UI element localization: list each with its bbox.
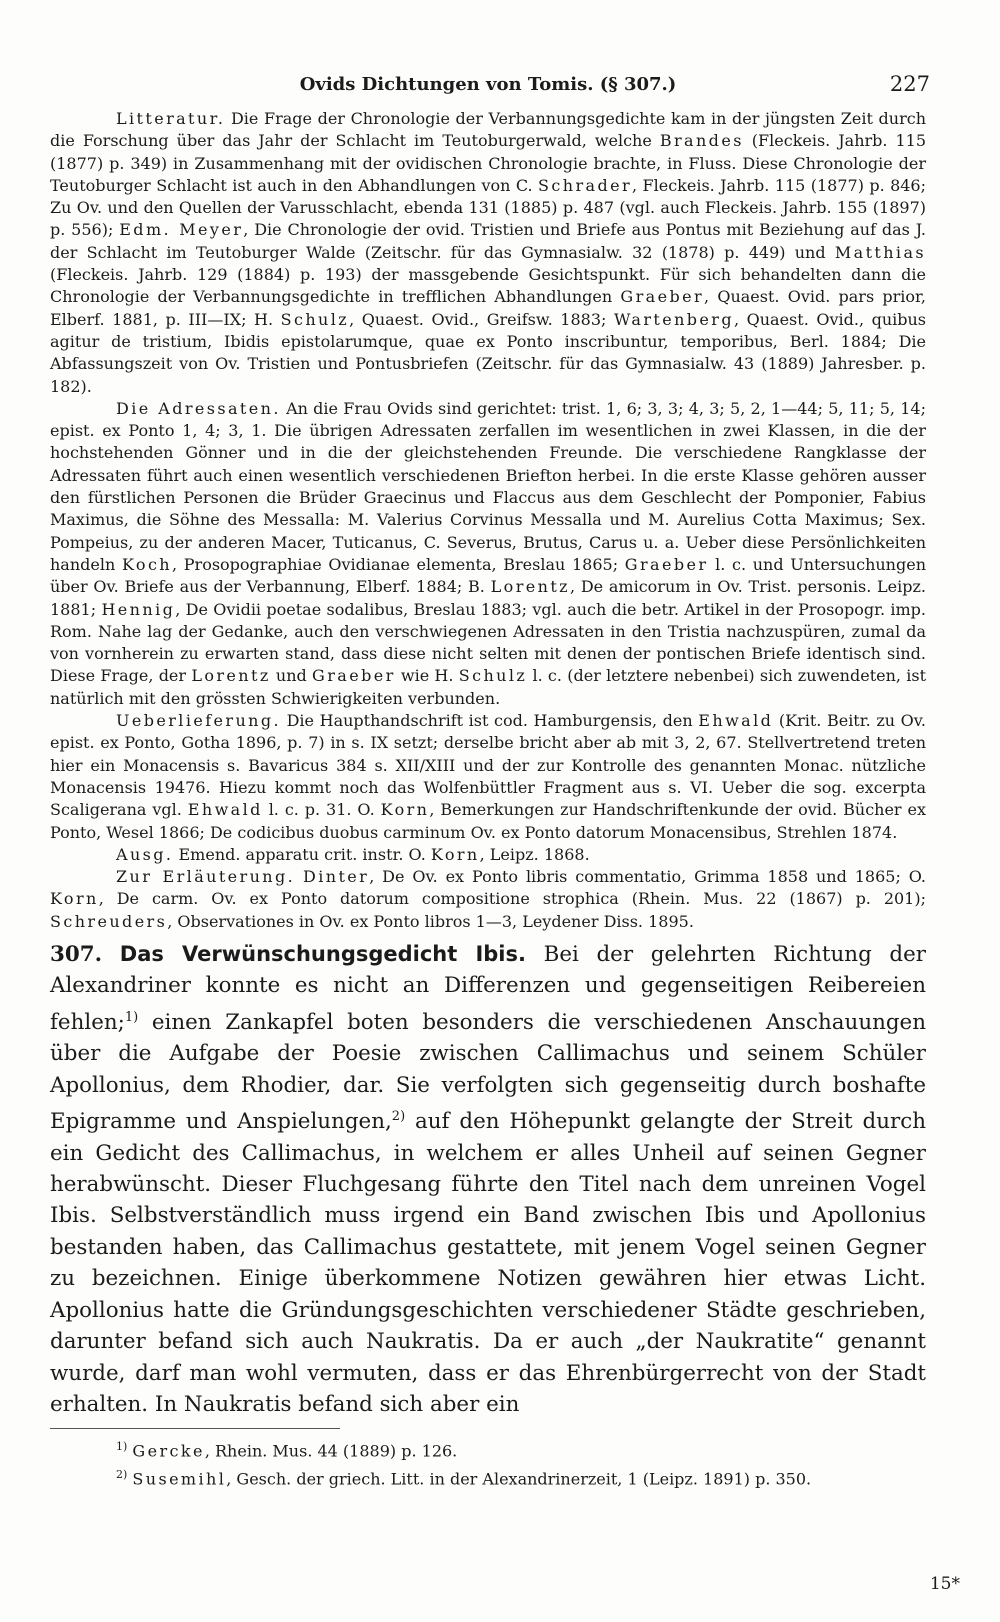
paragraph-erlaeuterung (50, 866, 926, 933)
section-307 (50, 939, 926, 1420)
author-name: Graeber (624, 554, 709, 574)
author-name: Korn (380, 800, 430, 820)
text: , Quaest. Ovid., Greifsw. 1883; (349, 309, 614, 329)
section-text: Bei der gelehrten Richtung der Alexandriner konnte es nicht an Differenzen und gegenseitigen Reibereien fehlen; (50, 941, 926, 1035)
heading-erlaeuterung: Zur Erläuterung. (116, 867, 296, 887)
footnote-text: , Rhein. Mus. 44 (1889) p. 126. (204, 1441, 458, 1461)
text: (Fleckeis. Jahrb. 115 (1877) p. 349) in Zusammenhang mit der ovidischen Chronologie brachte, in Fluss. Diese Chronologie der Teutoburger Schlacht ist auch in den Abhandlungen von C. (50, 131, 927, 195)
signature-mark: 15* (929, 1574, 960, 1594)
text: und (270, 666, 313, 686)
section-text: einen Zankapfel boten besonders die verschiedenen Anschauungen über die Aufgabe der Poesie zwischen Callimachus und seinem Schüler Apollonius, dem Rhodier, dar. Sie verfolgten sich gegenseitig durch boshafte Epigramme und Anspielungen, (50, 1009, 926, 1135)
text: l. c. p. 31. O. (262, 800, 381, 820)
section-title: Das Verwünschungsgedicht Ibis. (119, 941, 526, 966)
author-name: Dinter (303, 867, 370, 887)
text: Emend. apparatu crit. instr. O. (173, 844, 431, 864)
paragraph-ausgabe (50, 844, 926, 866)
author-name: Graeber (620, 287, 705, 307)
author-name: Schreuders (50, 911, 168, 931)
text: , Quaest. Ovid., quibus agitur de tristium, Ibidis epistolarumque, quae ex Ponto inscribuntur, temporibus, Berl. 1884; Die Abfassungszeit von Ov. Tristien und Pontusbriefen (Zeitschr. für das Gymnasialw. 43 (1889) Jahresber. p. 182). (50, 309, 926, 396)
footnote-rule (50, 1428, 340, 1429)
text: , De carm. Ov. ex Ponto datorum compositione strophica (Rhein. Mus. 22 (1867) p. 201); (98, 889, 926, 909)
running-title: Ovids Dichtungen von Tomis. (§ 307.) (299, 74, 677, 95)
text: , De Ovidii poetae sodalibus, Breslau 1883; vgl. auch die betr. Artikel in der Prosopogr. imp. Rom. Nahe lag der Gedanke, auch den verschwiegenen Adressaten in den Tristia nachzuspüren, zumal da von vornherein zu erwarten stand, dass diese nicht selten mit denen der pontischen Briefe identisch sind. Diese Frage, der (50, 599, 927, 686)
footnotes (50, 1435, 926, 1490)
author-name: Matthias (834, 242, 926, 262)
text: , Quaest. Ovid. pars prior, Elberf. 1881, p. III—IX; H. (50, 287, 926, 329)
author-name: Susemihl (132, 1468, 227, 1488)
author-name: Hennig (101, 599, 176, 619)
book-page (50, 66, 930, 1566)
heading-ausgabe: Ausg. (116, 844, 174, 864)
footnote-ref-2[interactable]: 2) (391, 1109, 406, 1125)
paragraph-adressaten (50, 398, 926, 710)
author-name: Wartenberg (613, 309, 734, 329)
author-name: Schrader (538, 175, 633, 195)
text: , Fleckeis. Jahrb. 115 (1877) p. 846; Zu Ov. und den Quellen der Varusschlacht, ebenda 131 (1885) p. 487 (vgl. auch Fleckeis. Jahrb. 155 (1897) p. 556); (50, 175, 927, 240)
footnote-mark: 2) (116, 1467, 128, 1481)
heading-litteratur: Litteratur. (116, 109, 226, 128)
author-name: Korn (430, 844, 480, 864)
author-name: Lorentz (490, 577, 570, 597)
text (295, 867, 303, 886)
author-name: Edm. Meyer (119, 220, 244, 240)
text: An die Frau Ovids sind gerichtet: trist. 1, 6; 3, 3; 4, 3; 5, 2, 1—44; 5, 11; 5, 14; epist. ex Ponto 1, 4; 3, 1. Die übrigen Adressaten zerfallen im wesentlichen in zwei Klassen, in die der hochstehenden Gönner und in die der gleichstehenden Freunde. Die verschiedene Rangklasse der Adressaten führt auch einen wesentlich verschiedenen Briefton herbei. In die erste Klasse gehören ausser den fürstlichen Personen die Brüder Graecinus und Flaccus aus dem Geschlecht der Pomponier, Fabius Maximus, die Söhne des Messalla: M. Valerius Corvinus Messalla und M. Aurelius Cotta Maximus; Sex. Pompeius, zu der anderen Macer, Tuticanus, C. Severus, Brutus, Carus u. a. Ueber diese Persönlichkeiten handeln (50, 398, 926, 574)
author-name: Korn (50, 889, 99, 909)
author-name: Koch (121, 554, 173, 574)
running-head (50, 66, 930, 108)
section-number: 307. (50, 941, 103, 967)
text: , De Ov. ex Ponto libris commentatio, Grimma 1858 und 1865; O. (369, 867, 926, 887)
heading-adressaten: Die Adressaten. (116, 398, 281, 418)
text: l. c. (der letztere nebenbei) sich zuwendeten, ist natürlich mit den grössten Schwierigkeiten verbunden. (50, 666, 926, 708)
author-name: Brandes (659, 131, 744, 151)
author-name: Graeber (312, 666, 396, 686)
paragraph-litteratur (50, 108, 926, 398)
footnote-ref-1[interactable]: 1) (124, 1009, 139, 1025)
text: , Leipz. 1868. (479, 844, 590, 864)
footnote-1 (50, 1435, 926, 1462)
author-name: Lorentz (191, 666, 271, 686)
text: l. c. und Untersuchungen über Ov. Briefe aus der Verbannung, Elberf. 1884; B. (50, 554, 927, 597)
section-text: auf den Höhepunkt gelangte der Streit durch ein Gedicht des Callimachus, in welchem er alles Unheil auf seinen Gegner herabwünscht. Dieser Fluchgesang führte den Titel nach dem unreinen Vogel Ibis. Selbstverständlich muss irgend ein Band zwischen Ibis und Apollonius bestanden haben, das Callimachus gestattete, mit jenem Vogel seinen Gegner zu bezeichnen. Einige überkommene Notizen gewähren hier etwas Licht. Apollonius hatte die Gründungsgeschichten verschiedener Städte geschrieben, darunter befand sich auch Naukratis. Da er auch „der Naukratite“ genannt wurde, darf man wohl vermuten, dass er das Ehrenbürgerrecht von der Stadt erhalten. In Naukratis befand sich aber ein (50, 1109, 926, 1417)
author-name: Ehwald (698, 711, 774, 731)
footnote-mark: 1) (116, 1440, 128, 1454)
text: , Bemerkungen zur Handschriftenkunde der ovid. Bücher ex Ponto, Wesel 1866; De codicibus duobus carminum Ov. ex Ponto datorum Monacensibus, Strehlen 1874. (50, 800, 927, 842)
text: (Fleckeis. Jahrb. 129 (1884) p. 193) der massgebende Gesichtspunkt. Für sich behandelten dann die Chronologie der Verbannungsgedichte in trefflichen Abhandlungen (50, 265, 926, 307)
page-number: 227 (889, 72, 930, 96)
footnote-2 (50, 1463, 926, 1490)
author-name: Schulz (458, 666, 528, 686)
paragraph-ueberlieferung (50, 710, 926, 844)
heading-ueberlieferung: Ueberlieferung. (116, 711, 281, 731)
text: Die Frage der Chronologie der Verbannungsgedichte kam in der jüngsten Zeit durch die Forschung über das Jahr der Schlacht im Teutoburgerwald, welche (50, 109, 926, 151)
text: , Observationes in Ov. ex Ponto libros 1—3, Leydener Diss. 1895. (167, 911, 694, 931)
literature-block (50, 108, 926, 933)
author-name: Ehwald (187, 800, 263, 820)
footnote-text: , Gesch. der griech. Litt. in der Alexandrinerzeit, 1 (Leipz. 1891) p. 350. (226, 1468, 812, 1488)
text: , Prosopographiae Ovidianae elementa, Breslau 1865; (172, 554, 625, 574)
text: , Die Chronologie der ovid. Tristien und Briefe aus Pontus mit Beziehung auf das J. der Schlacht im Teutoburger Walde (Zeitschr. für das Gymnasialw. 32 (1878) p. 449) und (50, 220, 926, 262)
author-name: Schulz (280, 309, 350, 329)
text: (Krit. Beitr. zu Ov. epist. ex Ponto, Gotha 1896, p. 7) in s. IX setzt; derselbe bricht aber ab mit 3, 2, 67. Stellvertretend treten hier ein Monacensis s. Bavaricus 384 s. XII/XIII und der zur Kontrolle des genannten Monac. nützliche Monacensis 19476. Hiezu kommt noch das Wolfenbüttler Fragment aus s. VI. Ueber die sog. excerpta Scaligerana vgl. (50, 711, 926, 820)
text: , De amicorum in Ov. Trist. personis. Leipz. 1881; (50, 577, 927, 619)
text: Die Haupthandschrift ist cod. Hamburgensis, den (281, 711, 699, 731)
text: wie H. (395, 666, 459, 686)
author-name: Gercke (132, 1441, 205, 1461)
